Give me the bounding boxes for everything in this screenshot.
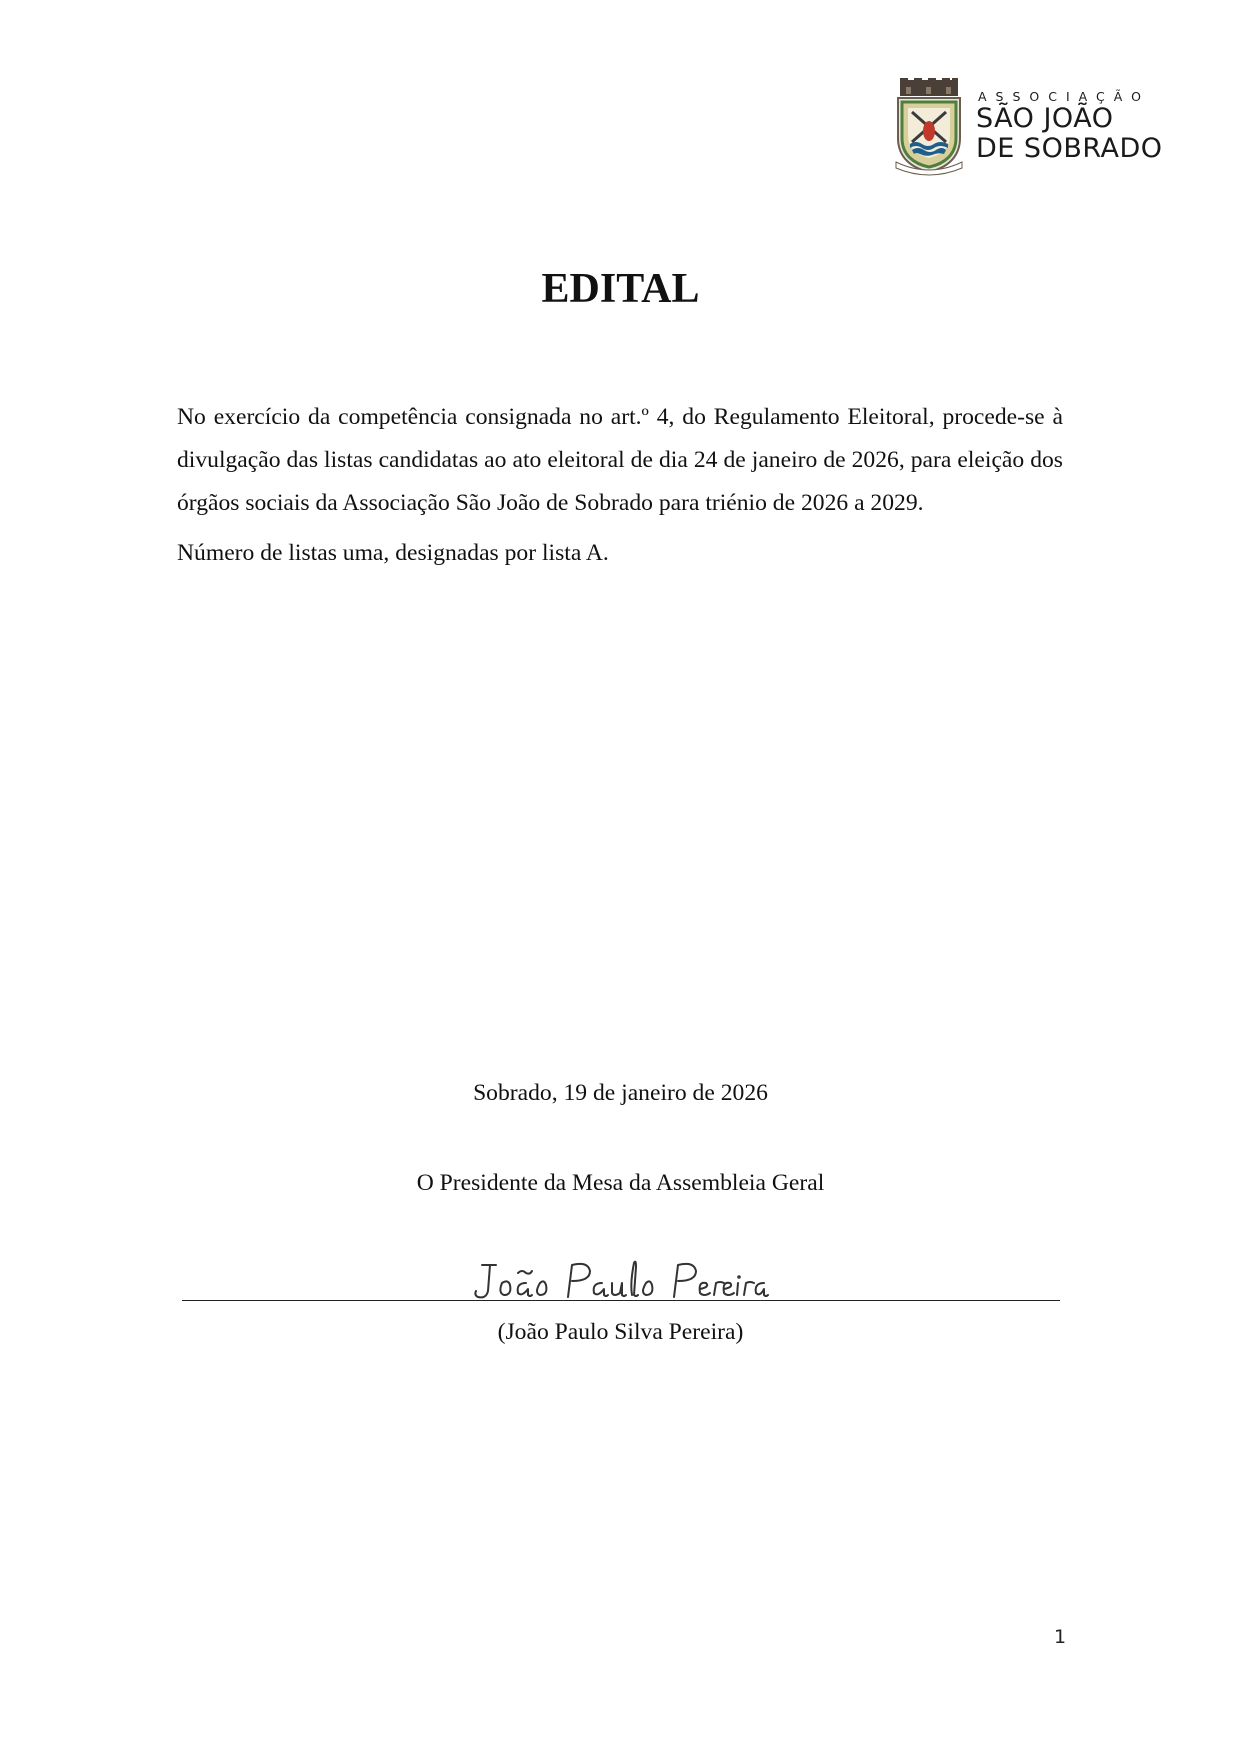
place-date: Sobrado, 19 de janeiro de 2026 xyxy=(473,1080,768,1106)
handwritten-signature xyxy=(470,1253,770,1309)
logo-line-2: DE SOBRADO xyxy=(976,133,1163,164)
coat-of-arms-icon xyxy=(892,78,966,178)
logo-line-1: SÃO JOÃO xyxy=(976,103,1114,134)
page-number: 1 xyxy=(1053,1626,1067,1648)
association-logo xyxy=(892,78,1172,178)
signatory-name: (João Paulo Silva Pereira) xyxy=(497,1319,744,1345)
document-title: EDITAL xyxy=(541,266,700,312)
body-paragraph: Número de listas uma, designadas por lista A. xyxy=(177,540,609,566)
document-body xyxy=(177,396,1063,575)
signatory-role: O Presidente da Mesa da Assembleia Geral xyxy=(416,1170,825,1196)
logo-small-line: ASSOCIAÇÃO xyxy=(978,89,1150,104)
logo-wordmark xyxy=(976,90,1163,164)
body-paragraph: No exercício da competência consignada no art.º 4, do Regulamento Eleitoral, procede-se à divulgação das listas candidatas ao ato eleitoral de dia 24 de janeiro de 2026, para eleição dos órgãos sociais da Associação São João de Sobrado para triénio de 2026 a 2029. xyxy=(177,404,1063,516)
